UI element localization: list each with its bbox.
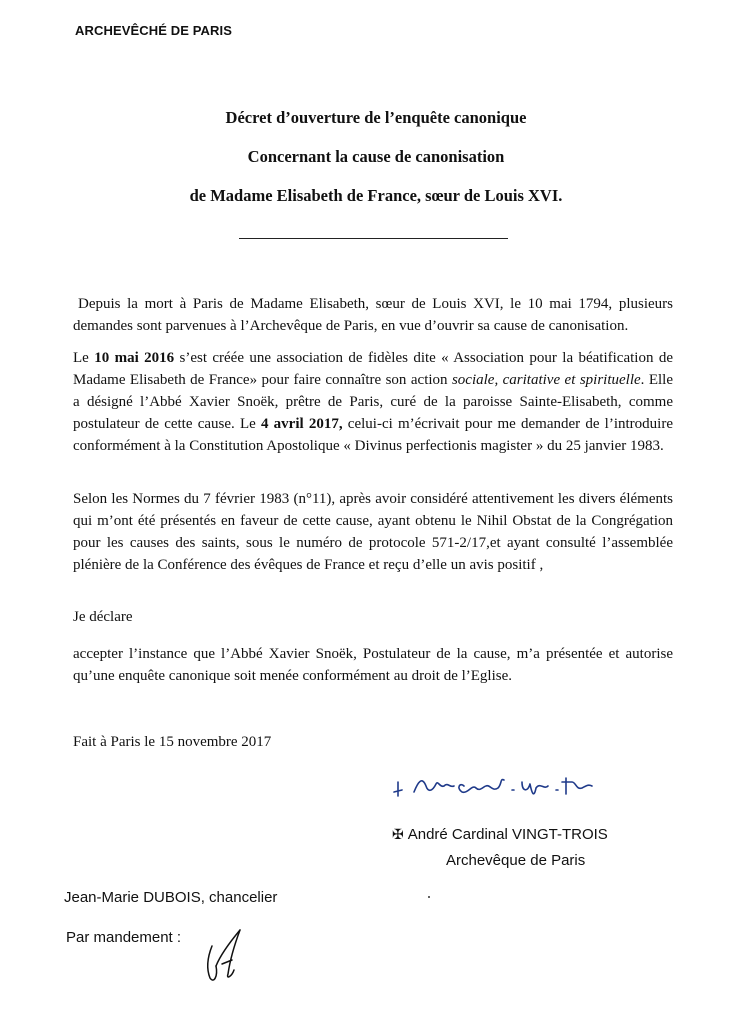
italic-action: sociale, caritative et spirituelle: [451, 372, 641, 388]
ink-dot: [428, 896, 430, 898]
declaration-label: Je déclare: [73, 609, 133, 625]
decree-subtitle: Concernant la cause de canonisation: [247, 147, 505, 166]
paragraph-history: Depuis la mort à Paris de Madame Elisabeth, sœur de Louis XVI, le 10 mai 1794, plusieurs demandes sont parvenues à l’Archevêque de Paris, en vue d’ouvrir sa cause de canonisation.: [73, 296, 673, 334]
cardinal-role: Archevêque de Paris: [446, 852, 586, 869]
chancellor-handwritten-signature: [196, 926, 256, 986]
decree-subject: de Madame Elisabeth de France, sœur de Louis XVI.: [189, 186, 563, 205]
maltese-cross-icon: ✠: [392, 826, 404, 842]
paragraph-decision: accepter l’instance que l’Abbé Xavier Snoëk, Postulateur de la cause, m’a présentée et autorise qu’une enquête canonique soit menée conformément au droit de l’Eglise.: [73, 646, 673, 684]
mandate-label: Par mandement :: [66, 929, 182, 946]
place-date: Fait à Paris le 15 novembre 2017: [73, 734, 272, 750]
chancellor-name: Jean-Marie DUBOIS, chancelier: [64, 889, 278, 906]
paragraph-association: Le 10 mai 2016 s’est créée une association de fidèles dite « Association pour la béatification de Madame Elisabeth de France» pour faire connaître son action sociale, caritative et spirituelle. Elle a désigné l’Abbé Xavier Snoëk, prêtre de Paris, curé de la paroisse Sainte-Elisabeth, comme postulateur de cette cause. Le 4 avril 2017, celui-ci m’écrivait pour me demander de l’introduire conformément à la Constitution Apostolique « Divinus perfectionis magister » du 25 janvier 1983.: [73, 350, 673, 454]
archdiocese-header: ARCHEVÊCHÉ DE PARIS: [75, 23, 232, 38]
date-association: 10 mai 2016: [94, 350, 175, 366]
cardinal-handwritten-signature: [390, 768, 600, 803]
cardinal-name: ✠ André Cardinal VINGT-TROIS: [392, 826, 608, 843]
paragraph-norms: Selon les Normes du 7 février 1983 (n°11), après avoir considéré attentivement les divers éléments qui m’ont été présentés en faveur de cette cause, ayant obtenu le Nihil Obstat de la Congrégation pour les causes des saints, sous le numéro de protocole 571-2/17,et ayant consulté l’assemblée plénière de la Conférence des évêques de France et reçu d’elle un avis positif ,: [73, 491, 673, 573]
decree-title: Décret d’ouverture de l’enquête canonique: [225, 108, 527, 127]
date-request: 4 avril 2017,: [260, 416, 343, 432]
title-divider: [239, 238, 508, 239]
